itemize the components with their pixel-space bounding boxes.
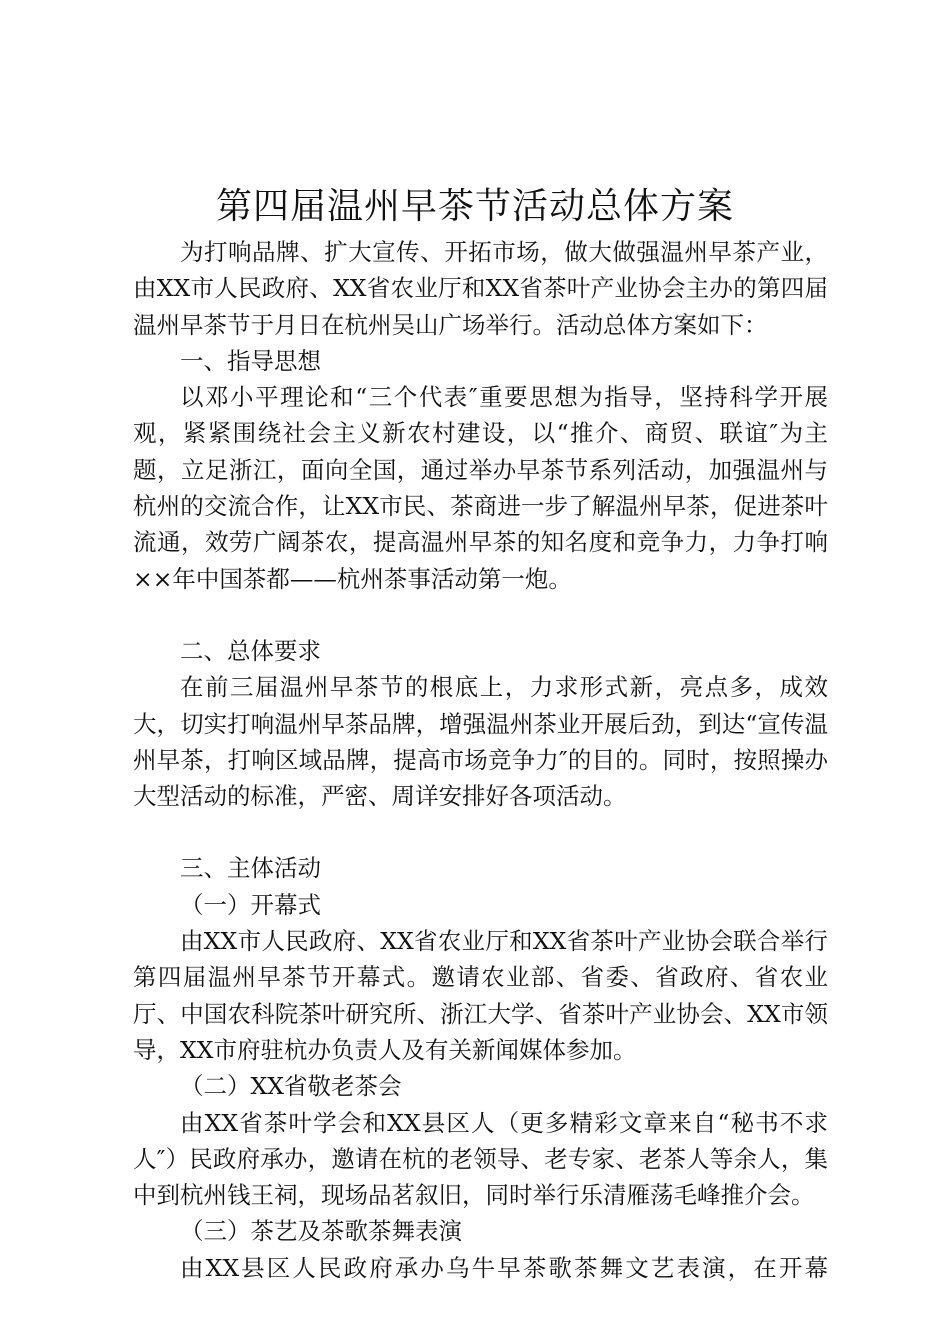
section-heading-main-activities: 三、主体活动 bbox=[180, 854, 321, 883]
subheading-opening-ceremony: （一）开幕式 bbox=[180, 890, 321, 919]
intro-paragraph: 为打响品牌、扩大宣传、开拓市场，做大做强温州早茶产业，由XX市人民政府、XX省农业厅和XX省茶叶产业协会主办的第四届温州早茶节于月日在杭州吴山广场举行。活动总体方案如下： bbox=[133, 238, 828, 339]
document-title: 第四届温州早茶节活动总体方案 bbox=[215, 186, 734, 227]
subheading-elderly-tea-party: （二）XX省敬老茶会 bbox=[180, 1072, 402, 1101]
tea-art-performance-paragraph: 由XX县区人民政府承办乌牛早茶歌茶舞文艺表演，在开幕 bbox=[180, 1253, 828, 1282]
document-body bbox=[133, 234, 828, 1286]
section-heading-overall-requirements: 二、总体要求 bbox=[180, 636, 321, 665]
subheading-tea-art-performance: （三）茶艺及茶歌茶舞表演 bbox=[180, 1217, 462, 1246]
guiding-thought-paragraph: 以邓小平理论和“三个代表″重要思想为指导，坚持科学开展观，紧紧围绕社会主义新农村建设，以“推介、商贸、联谊″为主题，立足浙江，面向全国，通过举办早茶节系列活动，加强温州与杭州的交流合作，让XX市民、茶商进一步了解温州早茶，促进茶叶流通，效劳广阔茶农，提高温州早茶的知名度和竞争力，力争打响××年中国茶都——杭州茶事活动第一炮。 bbox=[133, 383, 828, 593]
overall-requirements-paragraph: 在前三届温州早茶节的根底上，力求形式新，亮点多，成效大，切实打响温州早茶品牌，增强温州茶业开展后劲，到达“宣传温州早茶，打响区域品牌，提高市场竞争力″的目的。同时，按照操办大型活动的标准，严密、周详安排好各项活动。 bbox=[133, 673, 828, 811]
section-heading-guiding-thought: 一、指导思想 bbox=[180, 346, 321, 375]
opening-ceremony-paragraph: 由XX市人民政府、XX省农业厅和XX省茶叶产业协会联合举行第四届温州早茶节开幕式。邀请农业部、省委、省政府、省农业厅、中国农科院茶叶研究所、浙江大学、省茶叶产业协会、XX市领导，XX市府驻杭办负责人及有关新闻媒体参加。 bbox=[133, 927, 828, 1064]
elderly-tea-party-paragraph: 由XX省茶叶学会和XX县区人（更多精彩文章来自“秘书不求人″）民政府承办，邀请在杭的老领导、老专家、老茶人等余人，集中到杭州钱王祠，现场品茗叙旧，同时举行乐清雁荡毛峰推介会。 bbox=[133, 1108, 828, 1210]
